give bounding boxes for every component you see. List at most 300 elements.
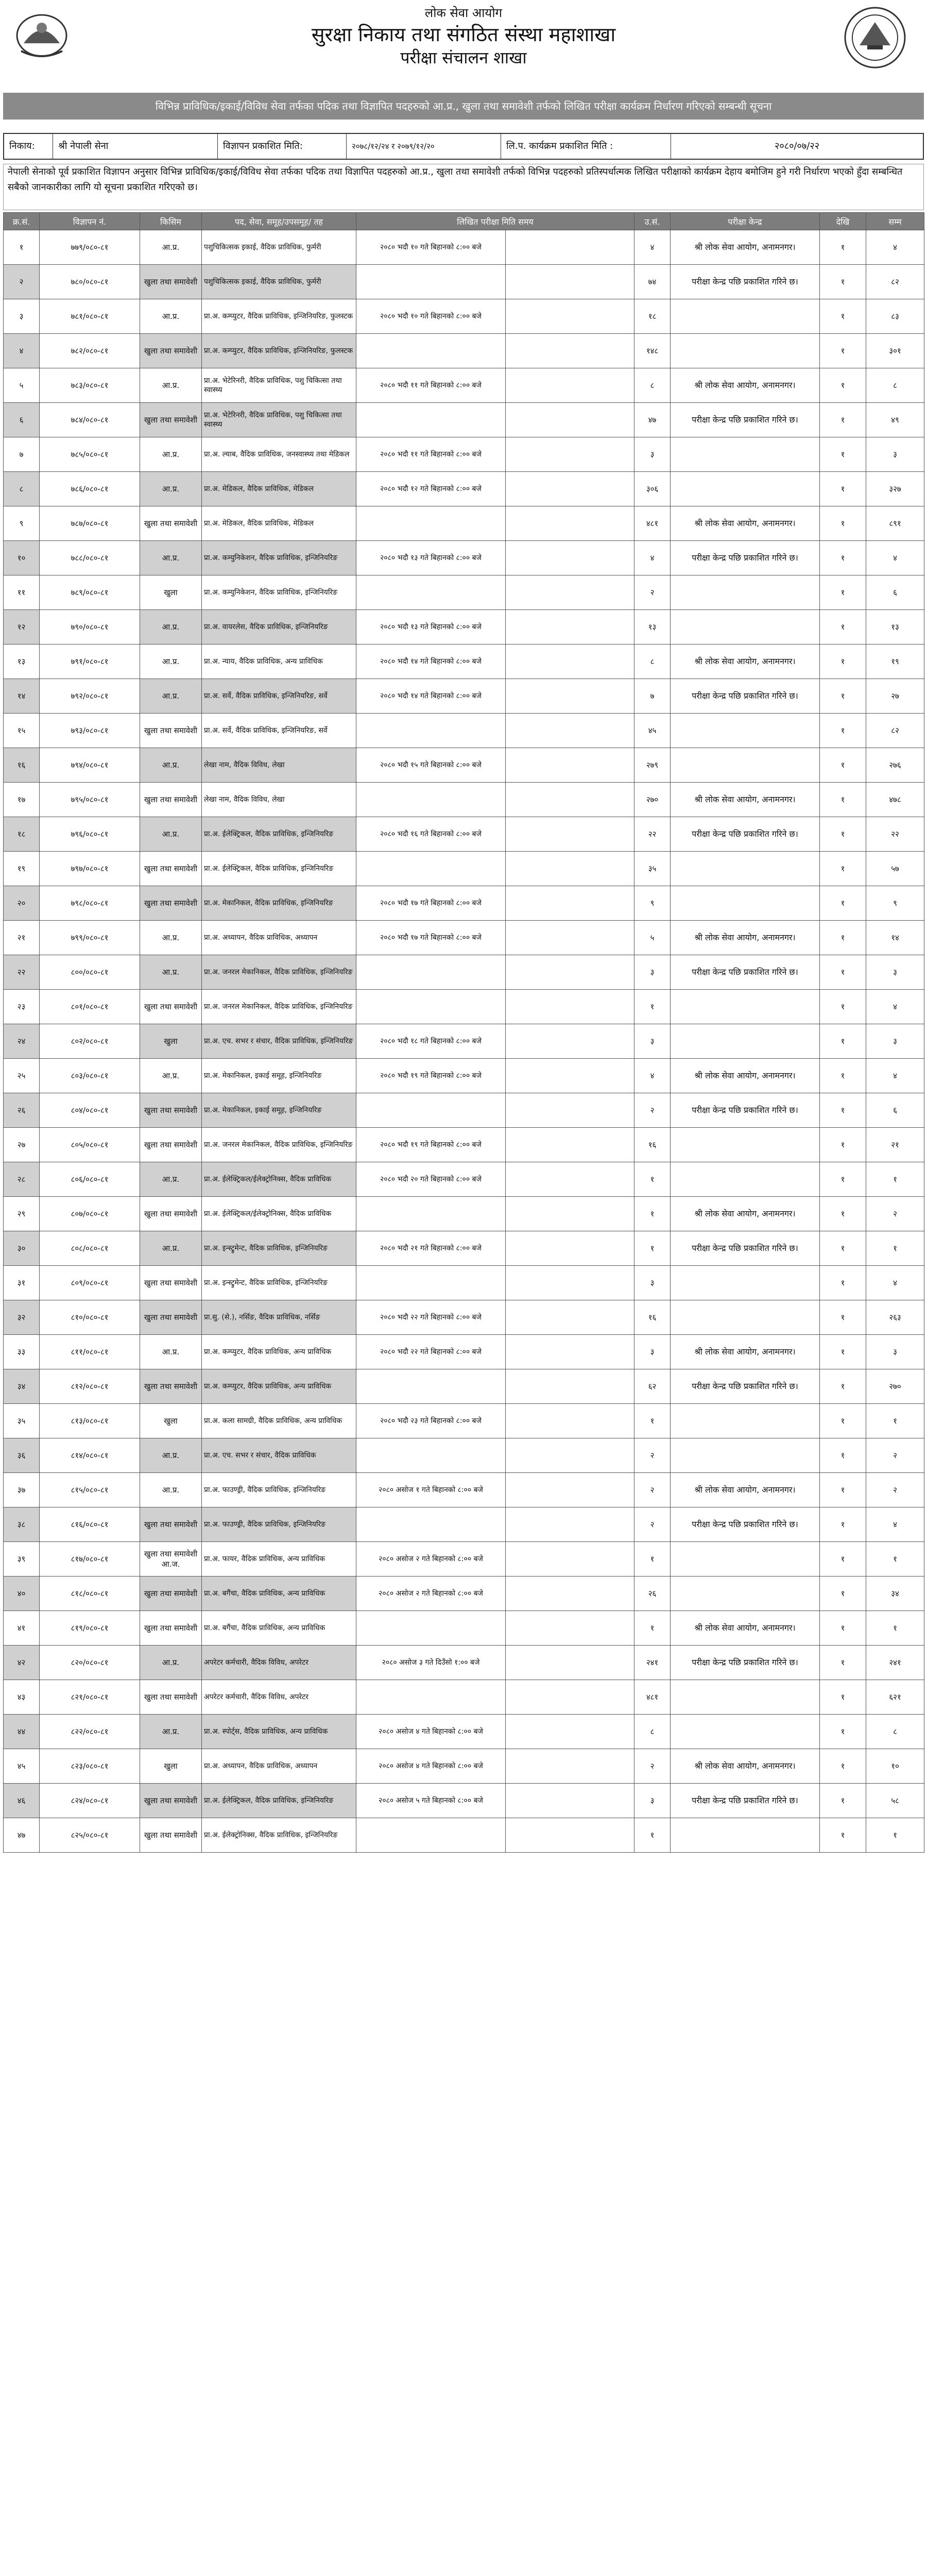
table-row: [4, 265, 924, 299]
table-row: [4, 299, 924, 334]
table-row: [4, 506, 924, 541]
row-total: २: [634, 1507, 671, 1542]
row-type: खुला तथा समावेशी: [140, 1680, 202, 1715]
row-center: [671, 886, 820, 921]
pub-date-value: २०७८/१२/२४ र २०७९/१२/२०: [347, 134, 501, 159]
row-adv: ७७९/०८०-८१: [40, 230, 140, 265]
row-post: प्रा.अ. इन्स्ट्रुमेन्ट, वैदिक प्राविधिक, इन्जिनियरिङ: [202, 1231, 356, 1266]
row-post: प्रा.अ. कम्युनिकेशन, वैदिक प्राविधिक, इन्जिनियरिङ: [202, 575, 356, 610]
row-exam-time: २०८० भदौ १५ गते बिहानको ८:०० बजे: [356, 748, 506, 783]
org-label: निकाय:: [4, 134, 53, 159]
row-center: परीक्षा केन्द्र पछि प्रकाशित गरिने छ।: [671, 1507, 820, 1542]
row-center: परीक्षा केन्द्र पछि प्रकाशित गरिने छ।: [671, 1784, 820, 1818]
row-type: खुला: [140, 1024, 202, 1059]
row-roll-from: १: [820, 299, 866, 334]
row-sn: ४७: [4, 1818, 40, 1853]
row-total: २४१: [634, 1646, 671, 1680]
row-exam-time-2: [506, 334, 634, 368]
row-center: [671, 1577, 820, 1611]
row-sn: २७: [4, 1128, 40, 1162]
row-exam-time: [356, 783, 506, 817]
row-type: आ.प्र.: [140, 1438, 202, 1473]
row-exam-time-2: [506, 1784, 634, 1818]
row-post: प्रा.अ. ईलेक्ट्रिकल/ईलेक्ट्रोनिक्स, वैदिक प्राविधिक: [202, 1162, 356, 1197]
row-post: प्रा.अ. फाउण्ड्री, वैदिक प्राविधिक, इन्जिनियरिङ: [202, 1473, 356, 1507]
row-roll-from: १: [820, 1059, 866, 1093]
row-center: परीक्षा केन्द्र पछि प्रकाशित गरिने छ।: [671, 679, 820, 714]
row-sn: २: [4, 265, 40, 299]
row-post: प्रा.अ. जनरल मेकानिकल, वैदिक प्राविधिक, इन्जिनियरिङ: [202, 990, 356, 1024]
table-row: [4, 230, 924, 265]
row-roll-from: १: [820, 610, 866, 645]
row-sn: १४: [4, 679, 40, 714]
row-exam-time: २०८० असोज २ गते बिहानको ८:०० बजे: [356, 1577, 506, 1611]
row-sn: ३२: [4, 1300, 40, 1335]
row-exam-time-2: [506, 1473, 634, 1507]
row-roll-from: १: [820, 1231, 866, 1266]
row-adv: ७९५/०८०-८१: [40, 783, 140, 817]
row-total: ४५: [634, 714, 671, 748]
row-roll-to: १: [866, 1404, 924, 1438]
table-row: [4, 1577, 924, 1611]
row-roll-from: १: [820, 714, 866, 748]
row-post: प्रा.अ. स्पोर्ट्स, वैदिक प्राविधिक, अन्य प्राविधिक: [202, 1715, 356, 1749]
table-row: [4, 1680, 924, 1715]
table-row: [4, 1197, 924, 1231]
row-roll-from: १: [820, 472, 866, 506]
row-adv: ७९२/०८०-८१: [40, 679, 140, 714]
row-center: श्री लोक सेवा आयोग, अनामनगर।: [671, 1749, 820, 1784]
row-roll-to: १: [866, 1231, 924, 1266]
row-total: ७४: [634, 265, 671, 299]
row-exam-time: [356, 852, 506, 886]
row-post: प्रा.अ. फायर, वैदिक प्राविधिक, अन्य प्राविधिक: [202, 1542, 356, 1577]
row-center: [671, 1680, 820, 1715]
row-total: ८: [634, 368, 671, 403]
row-sn: ७: [4, 437, 40, 472]
row-roll-to: २१: [866, 1128, 924, 1162]
row-type: आ.प्र.: [140, 817, 202, 852]
row-roll-to: ८२: [866, 265, 924, 299]
table-row: [4, 1093, 924, 1128]
row-exam-time-2: [506, 610, 634, 645]
psc-seal-icon: [836, 4, 914, 71]
table-row: [4, 368, 924, 403]
row-adv: ८१५/०८०-८१: [40, 1473, 140, 1507]
row-roll-from: १: [820, 437, 866, 472]
row-total: ४: [634, 1059, 671, 1093]
row-sn: ११: [4, 575, 40, 610]
row-post: पशुचिकित्सक इकाई, वैदिक प्राविधिक, फुर्मरी: [202, 265, 356, 299]
row-roll-to: ६: [866, 575, 924, 610]
row-total: ३: [634, 1266, 671, 1300]
row-exam-time-2: [506, 1369, 634, 1404]
table-row: [4, 1300, 924, 1335]
row-exam-time-2: [506, 265, 634, 299]
row-sn: १८: [4, 817, 40, 852]
row-center: श्री लोक सेवा आयोग, अनामनगर।: [671, 1473, 820, 1507]
table-row: [4, 1335, 924, 1369]
row-post: प्रा.अ. भेटेरिनरी, वैदिक प्राविधिक, पशु चिकित्सा तथा स्वास्थ्य: [202, 403, 356, 437]
row-center: श्री लोक सेवा आयोग, अनामनगर।: [671, 506, 820, 541]
row-exam-time-2: [506, 1646, 634, 1680]
row-post: प्रा.अ. इन्स्ट्रुमेन्ट, वैदिक प्राविधिक, इन्जिनियरिङ: [202, 1266, 356, 1300]
row-adv: ८२२/०८०-८१: [40, 1715, 140, 1749]
row-post: प्रा.अ. कम्प्युटर, वैदिक प्राविधिक, अन्य प्राविधिक: [202, 1369, 356, 1404]
row-center: श्री लोक सेवा आयोग, अनामनगर।: [671, 783, 820, 817]
row-exam-time: [356, 1611, 506, 1646]
row-exam-time-2: [506, 472, 634, 506]
row-exam-time-2: [506, 1231, 634, 1266]
row-type: खुला तथा समावेशी: [140, 334, 202, 368]
row-center: [671, 334, 820, 368]
row-roll-from: १: [820, 783, 866, 817]
row-exam-time: [356, 1197, 506, 1231]
row-roll-from: १: [820, 1542, 866, 1577]
row-post: प्रा.अ. मेडिकल, वैदिक प्राविधिक, मेडिकल: [202, 472, 356, 506]
row-center: परीक्षा केन्द्र पछि प्रकाशित गरिने छ।: [671, 1369, 820, 1404]
row-exam-time: २०८० भदौ १३ गते बिहानको ८:०० बजे: [356, 610, 506, 645]
row-total: ३५: [634, 852, 671, 886]
row-total: २: [634, 1438, 671, 1473]
row-type: आ.प्र.: [140, 437, 202, 472]
row-roll-from: १: [820, 1646, 866, 1680]
row-adv: ८१२/०८०-८१: [40, 1369, 140, 1404]
row-roll-to: १: [866, 1162, 924, 1197]
row-exam-time-2: [506, 852, 634, 886]
row-total: ३: [634, 437, 671, 472]
row-adv: ७९४/०८०-८१: [40, 748, 140, 783]
row-center: परीक्षा केन्द्र पछि प्रकाशित गरिने छ।: [671, 541, 820, 575]
page-header: [0, 0, 927, 82]
row-roll-from: १: [820, 1473, 866, 1507]
row-exam-time: [356, 1507, 506, 1542]
row-post: प्रा.अ. ईलेक्ट्रिकल, वैदिक प्राविधिक, इन्जिनियरिङ: [202, 852, 356, 886]
row-adv: ८०३/०८०-८१: [40, 1059, 140, 1093]
row-exam-time: २०८० असोज १ गते बिहानको ८:०० बजे: [356, 1473, 506, 1507]
row-exam-time-2: [506, 886, 634, 921]
row-adv: ८११/०८०-८१: [40, 1335, 140, 1369]
row-exam-time: [356, 955, 506, 990]
row-roll-from: १: [820, 1611, 866, 1646]
row-exam-time-2: [506, 714, 634, 748]
row-type: आ.प्र.: [140, 921, 202, 955]
row-post: प्रा.अ. बगैंचा, वैदिक प्राविधिक, अन्य प्राविधिक: [202, 1611, 356, 1646]
row-center: [671, 1542, 820, 1577]
row-roll-from: १: [820, 1818, 866, 1853]
table-row: [4, 1473, 924, 1507]
row-adv: ७८१/०८०-८१: [40, 299, 140, 334]
row-total: ७: [634, 679, 671, 714]
row-type: खुला तथा समावेशी: [140, 1784, 202, 1818]
row-exam-time-2: [506, 1542, 634, 1577]
row-exam-time-2: [506, 783, 634, 817]
row-sn: ४५: [4, 1749, 40, 1784]
row-exam-time: [356, 714, 506, 748]
row-post: प्रा.अ. फाउण्ड्री, वैदिक प्राविधिक, इन्जिनियरिङ: [202, 1507, 356, 1542]
row-center: [671, 610, 820, 645]
col-sn: क्र.सं.: [4, 213, 40, 230]
table-row: [4, 817, 924, 852]
row-exam-time-2: [506, 541, 634, 575]
row-center: परीक्षा केन्द्र पछि प्रकाशित गरिने छ।: [671, 955, 820, 990]
row-roll-to: ३: [866, 955, 924, 990]
row-adv: ८२३/०८०-८१: [40, 1749, 140, 1784]
row-roll-from: १: [820, 1369, 866, 1404]
row-roll-to: ८३: [866, 299, 924, 334]
row-type: खुला तथा समावेशी: [140, 265, 202, 299]
row-total: ४७: [634, 403, 671, 437]
row-center: परीक्षा केन्द्र पछि प्रकाशित गरिने छ।: [671, 1646, 820, 1680]
row-adv: ८१९/०८०-८१: [40, 1611, 140, 1646]
row-total: ४८१: [634, 1680, 671, 1715]
row-roll-from: १: [820, 368, 866, 403]
row-roll-to: ४: [866, 1507, 924, 1542]
table-row: [4, 1818, 924, 1853]
row-adv: ७९६/०८०-८१: [40, 817, 140, 852]
row-roll-from: १: [820, 1784, 866, 1818]
row-center: [671, 990, 820, 1024]
row-roll-from: १: [820, 1024, 866, 1059]
row-type: खुला तथा समावेशी: [140, 403, 202, 437]
row-roll-to: २२: [866, 817, 924, 852]
row-total: ९: [634, 886, 671, 921]
row-sn: २१: [4, 921, 40, 955]
row-exam-time: [356, 1818, 506, 1853]
row-post: प्रा.अ. एच. सभर र संचार, वैदिक प्राविधिक, इन्जिनियरिङ: [202, 1024, 356, 1059]
row-roll-from: १: [820, 852, 866, 886]
row-type: आ.प्र.: [140, 1059, 202, 1093]
row-exam-time: २०८० भदौ १२ गते बिहानको ८:०० बजे: [356, 472, 506, 506]
row-post: प्रा.अ. ईलेक्ट्रिकल, वैदिक प्राविधिक, इन्जिनियरिङ: [202, 1784, 356, 1818]
row-roll-from: १: [820, 921, 866, 955]
row-adv: ७८२/०८०-८१: [40, 334, 140, 368]
row-adv: ८०७/०८०-८१: [40, 1197, 140, 1231]
row-type: खुला: [140, 575, 202, 610]
row-roll-from: १: [820, 334, 866, 368]
table-row: [4, 645, 924, 679]
table-row: [4, 610, 924, 645]
table-row: [4, 1611, 924, 1646]
row-exam-time-2: [506, 1577, 634, 1611]
row-exam-time: २०८० भदौ १० गते बिहानको ८:०० बजे: [356, 299, 506, 334]
row-sn: ९: [4, 506, 40, 541]
row-adv: ७९९/०८०-८१: [40, 921, 140, 955]
row-type: खुला तथा समावेशी: [140, 1128, 202, 1162]
row-sn: १२: [4, 610, 40, 645]
row-total: २२: [634, 817, 671, 852]
row-exam-time: २०८० भदौ १० गते बिहानको ८:०० बजे: [356, 230, 506, 265]
row-roll-to: २४१: [866, 1646, 924, 1680]
row-total: ४८१: [634, 506, 671, 541]
row-exam-time: २०८० भदौ १७ गते बिहानको ८:०० बजे: [356, 921, 506, 955]
row-total: १: [634, 1162, 671, 1197]
row-sn: १७: [4, 783, 40, 817]
row-type: खुला: [140, 1404, 202, 1438]
row-sn: ३५: [4, 1404, 40, 1438]
row-roll-to: ३२७: [866, 472, 924, 506]
row-type: खुला तथा समावेशी: [140, 1507, 202, 1542]
intro-text: नेपाली सेनाको पूर्व प्रकाशित विज्ञापन अनुसार विभिन्न प्राविधिक/इकाई/विविध सेवा तर्फका पदिक तथा विज्ञापित पदहरुको आ.प्र., खुला तथा समावेशी तर्फको विभिन्न पदहरुको प्रतिस्पर्धात्मक लिखित परीक्षाको कार्यक्रम देहाय बमोजिम हुने गरी निर्धारण भएको हुँदा सम्बन्धित सबैको जानकारीका लागि यो सूचना प्रकाशित गरिएको छ।: [3, 164, 924, 210]
row-total: १: [634, 1611, 671, 1646]
row-exam-time-2: [506, 1507, 634, 1542]
row-post: प्रा.अ. अध्यापन, वैदिक प्राविधिक, अध्यापन: [202, 1749, 356, 1784]
row-roll-from: १: [820, 1197, 866, 1231]
row-roll-to: ९: [866, 886, 924, 921]
row-sn: ४२: [4, 1646, 40, 1680]
row-roll-to: ३: [866, 437, 924, 472]
row-center: श्री लोक सेवा आयोग, अनामनगर।: [671, 368, 820, 403]
row-roll-to: ३४: [866, 1577, 924, 1611]
row-total: २: [634, 1749, 671, 1784]
row-sn: १०: [4, 541, 40, 575]
row-type: खुला तथा समावेशी: [140, 990, 202, 1024]
row-type: आ.प्र.: [140, 230, 202, 265]
row-center: परीक्षा केन्द्र पछि प्रकाशित गरिने छ।: [671, 403, 820, 437]
row-roll-from: १: [820, 645, 866, 679]
row-roll-from: १: [820, 1438, 866, 1473]
table-row: [4, 921, 924, 955]
row-total: २: [634, 575, 671, 610]
row-roll-from: १: [820, 1266, 866, 1300]
row-sn: ६: [4, 403, 40, 437]
row-roll-to: १३: [866, 610, 924, 645]
row-type: खुला तथा समावेशी: [140, 714, 202, 748]
row-roll-from: १: [820, 748, 866, 783]
row-type: आ.प्र.: [140, 1231, 202, 1266]
row-total: १४८: [634, 334, 671, 368]
row-total: २: [634, 1093, 671, 1128]
exam-schedule-table: [3, 212, 924, 1853]
table-row: [4, 714, 924, 748]
row-type: आ.प्र.: [140, 748, 202, 783]
row-exam-time: [356, 990, 506, 1024]
row-sn: २२: [4, 955, 40, 990]
row-roll-from: १: [820, 1300, 866, 1335]
row-total: २६: [634, 1577, 671, 1611]
row-exam-time-2: [506, 1818, 634, 1853]
row-roll-to: १९: [866, 645, 924, 679]
row-exam-time: [356, 1438, 506, 1473]
col-total: उ.सं.: [634, 213, 671, 230]
table-row: [4, 334, 924, 368]
row-exam-time-2: [506, 1197, 634, 1231]
row-exam-time: २०८० असोज ४ गते बिहानको ८:०० बजे: [356, 1715, 506, 1749]
row-exam-time: [356, 265, 506, 299]
row-roll-from: १: [820, 1093, 866, 1128]
row-total: १८: [634, 299, 671, 334]
row-sn: १३: [4, 645, 40, 679]
row-exam-time: २०८० असोज ३ गते दिउँसो १:०० बजे: [356, 1646, 506, 1680]
row-total: १: [634, 990, 671, 1024]
row-center: [671, 748, 820, 783]
row-adv: ७८६/०८०-८१: [40, 472, 140, 506]
row-exam-time-2: [506, 1059, 634, 1093]
row-total: ३: [634, 1024, 671, 1059]
row-exam-time: २०८० भदौ १४ गते बिहानको ८:०० बजे: [356, 679, 506, 714]
row-adv: ८१६/०८०-८१: [40, 1507, 140, 1542]
row-adv: ८०१/०८०-८१: [40, 990, 140, 1024]
row-center: श्री लोक सेवा आयोग, अनामनगर।: [671, 1335, 820, 1369]
row-total: ५: [634, 921, 671, 955]
row-type: खुला तथा समावेशी: [140, 506, 202, 541]
row-roll-from: १: [820, 230, 866, 265]
row-roll-to: १: [866, 1611, 924, 1646]
row-type: आ.प्र.: [140, 610, 202, 645]
row-type: खुला तथा समावेशी: [140, 1093, 202, 1128]
row-total: १३: [634, 610, 671, 645]
row-exam-time: २०८० भदौ २२ गते बिहानको ८:०० बजे: [356, 1300, 506, 1335]
row-adv: ७९०/०८०-८१: [40, 610, 140, 645]
row-roll-to: २: [866, 1438, 924, 1473]
row-exam-time: २०८० भदौ २२ गते बिहानको ८:०० बजे: [356, 1335, 506, 1369]
row-exam-time-2: [506, 1749, 634, 1784]
row-post: प्रा.अ. भेटेरिनरी, वैदिक प्राविधिक, पशु चिकित्सा तथा स्वास्थ्य: [202, 368, 356, 403]
row-total: ४: [634, 541, 671, 575]
row-type: आ.प्र.: [140, 1335, 202, 1369]
row-sn: ४६: [4, 1784, 40, 1818]
row-sn: ३९: [4, 1542, 40, 1577]
row-exam-time-2: [506, 403, 634, 437]
row-center: श्री लोक सेवा आयोग, अनामनगर।: [671, 1059, 820, 1093]
row-adv: ८१७/०८०-८१: [40, 1542, 140, 1577]
row-sn: ४०: [4, 1577, 40, 1611]
row-exam-time: [356, 1266, 506, 1300]
row-post: प्रा.अ. कम्प्युटर, वैदिक प्राविधिक, इन्जिनियरिङ, फुलस्टक: [202, 334, 356, 368]
row-roll-from: १: [820, 886, 866, 921]
row-type: खुला तथा समावेशी: [140, 1197, 202, 1231]
row-adv: ८०२/०८०-८१: [40, 1024, 140, 1059]
row-adv: ८०८/०८०-८१: [40, 1231, 140, 1266]
row-sn: ३०: [4, 1231, 40, 1266]
row-roll-to: ६: [866, 1093, 924, 1128]
row-roll-to: १: [866, 1818, 924, 1853]
row-roll-from: १: [820, 1404, 866, 1438]
table-row: [4, 1024, 924, 1059]
row-roll-from: १: [820, 403, 866, 437]
row-type: आ.प्र.: [140, 1646, 202, 1680]
row-adv: ७८४/०८०-८१: [40, 403, 140, 437]
row-roll-to: १०: [866, 1749, 924, 1784]
table-row: [4, 541, 924, 575]
row-adv: ७८७/०८०-८१: [40, 506, 140, 541]
row-exam-time-2: [506, 1611, 634, 1646]
row-adv: ८०६/०८०-८१: [40, 1162, 140, 1197]
row-roll-to: ३: [866, 1024, 924, 1059]
row-sn: २३: [4, 990, 40, 1024]
row-post: प्रा.अ. अध्यापन, वैदिक प्राविधिक, अध्यापन: [202, 921, 356, 955]
row-exam-time-2: [506, 575, 634, 610]
pub-date-label: विज्ञापन प्रकाशित मिति:: [218, 134, 347, 159]
row-type: आ.प्र.: [140, 1473, 202, 1507]
row-sn: ४: [4, 334, 40, 368]
row-center: श्री लोक सेवा आयोग, अनामनगर।: [671, 645, 820, 679]
row-post: प्रा.अ. ईलेक्ट्रिकल/ईलेक्ट्रोनिक्स, वैदिक प्राविधिक: [202, 1197, 356, 1231]
row-adv: ७९१/०८०-८१: [40, 645, 140, 679]
row-exam-time: [356, 506, 506, 541]
row-center: [671, 714, 820, 748]
row-sn: ३७: [4, 1473, 40, 1507]
row-exam-time-2: [506, 1335, 634, 1369]
row-exam-time-2: [506, 921, 634, 955]
row-total: १: [634, 1818, 671, 1853]
row-total: ४: [634, 230, 671, 265]
row-roll-to: ५८: [866, 1784, 924, 1818]
row-exam-time-2: [506, 679, 634, 714]
row-sn: १६: [4, 748, 40, 783]
row-post: प्रा.अ. ल्याब, वैदिक प्राविधिक, जनस्वास्थ्य तथा मेडिकल: [202, 437, 356, 472]
row-sn: २०: [4, 886, 40, 921]
